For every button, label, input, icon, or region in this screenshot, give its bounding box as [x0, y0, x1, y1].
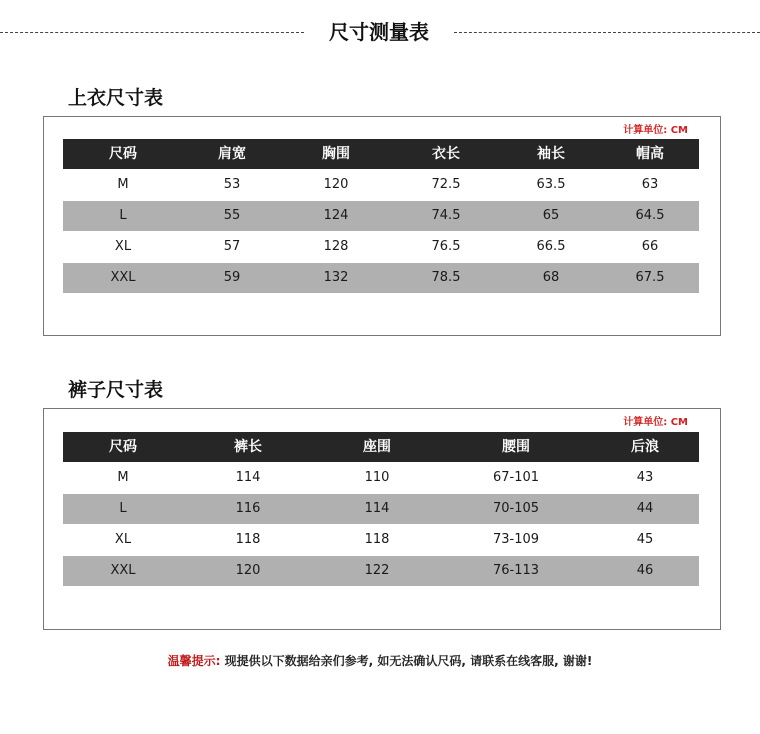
value-cell: 73-109	[492, 532, 540, 547]
table-row	[63, 263, 699, 293]
value-cell: 63.5	[536, 177, 566, 192]
value-cell: 43	[636, 470, 654, 485]
value-cell: 120	[235, 563, 261, 578]
value-cell: 76.5	[431, 239, 461, 254]
footer-tip-text: 现提供以下数据给亲们参考, 如无法确认尺码, 请联系在线客服, 谢谢!	[224, 654, 593, 668]
tops-unit-note: 计算单位: CM	[623, 125, 688, 136]
header-cell-back-rise: 后浪	[631, 439, 659, 455]
value-cell: 66.5	[536, 239, 566, 254]
value-cell: 53	[223, 177, 241, 192]
footer-tip	[0, 652, 760, 670]
dashed-divider-left	[0, 32, 304, 33]
value-cell: 67.5	[635, 270, 665, 285]
value-cell: 46	[636, 563, 654, 578]
footer-tip-label: 温馨提示:	[167, 654, 221, 668]
table-row	[63, 170, 699, 200]
value-cell: 45	[636, 532, 654, 547]
size-cell: XXL	[110, 270, 136, 285]
size-cell: M	[117, 470, 129, 485]
value-cell: 76-113	[492, 563, 540, 578]
size-cell: L	[119, 208, 127, 223]
table-header-row	[63, 139, 699, 169]
value-cell: 114	[364, 501, 390, 516]
value-cell: 70-105	[492, 501, 540, 516]
value-cell: 118	[364, 532, 390, 547]
pants-size-panel	[43, 408, 721, 630]
header-cell-hip: 座围	[363, 439, 391, 455]
value-cell: 116	[235, 501, 261, 516]
header-cell-waist: 腰围	[502, 439, 530, 455]
value-cell: 68	[542, 270, 560, 285]
header-cell-sleeve: 袖长	[537, 146, 565, 162]
value-cell: 44	[636, 501, 654, 516]
pants-size-table	[63, 432, 699, 587]
value-cell: 65	[542, 208, 560, 223]
tops-section-title: 上衣尺寸表	[68, 87, 164, 109]
pants-unit-note: 计算单位: CM	[623, 417, 688, 428]
table-row	[63, 232, 699, 262]
value-cell: 128	[323, 239, 349, 254]
value-cell: 55	[223, 208, 241, 223]
value-cell: 59	[223, 270, 241, 285]
header-cell-size: 尺码	[109, 439, 137, 455]
header-cell-size: 尺码	[109, 146, 137, 162]
table-row	[63, 201, 699, 231]
value-cell: 64.5	[635, 208, 665, 223]
size-cell: XXL	[110, 563, 136, 578]
header-cell-hood: 帽高	[636, 146, 664, 162]
page-header	[0, 18, 760, 48]
table-row	[63, 556, 699, 586]
table-header-row	[63, 432, 699, 462]
size-cell: L	[119, 501, 127, 516]
value-cell: 74.5	[431, 208, 461, 223]
value-cell: 72.5	[431, 177, 461, 192]
table-row	[63, 494, 699, 524]
page-title: 尺寸测量表	[329, 20, 429, 44]
value-cell: 66	[641, 239, 659, 254]
size-cell: XL	[114, 239, 132, 254]
value-cell: 67-101	[492, 470, 540, 485]
header-cell-length: 衣长	[432, 146, 460, 162]
value-cell: 124	[323, 208, 349, 223]
header-cell-shoulder: 肩宽	[218, 146, 246, 162]
size-cell: M	[117, 177, 129, 192]
size-cell: XL	[114, 532, 132, 547]
value-cell: 57	[223, 239, 241, 254]
value-cell: 122	[364, 563, 390, 578]
value-cell: 114	[235, 470, 261, 485]
tops-size-table	[63, 139, 699, 294]
tops-size-panel	[43, 116, 721, 336]
value-cell: 110	[364, 470, 390, 485]
table-row	[63, 463, 699, 493]
pants-section-title: 裤子尺寸表	[68, 379, 164, 401]
value-cell: 132	[323, 270, 349, 285]
value-cell: 118	[235, 532, 261, 547]
value-cell: 78.5	[431, 270, 461, 285]
table-row	[63, 525, 699, 555]
value-cell: 63	[641, 177, 659, 192]
value-cell: 120	[323, 177, 349, 192]
header-cell-chest: 胸围	[322, 146, 350, 162]
header-cell-pant-length: 裤长	[234, 439, 262, 455]
dashed-divider-right	[454, 32, 760, 33]
